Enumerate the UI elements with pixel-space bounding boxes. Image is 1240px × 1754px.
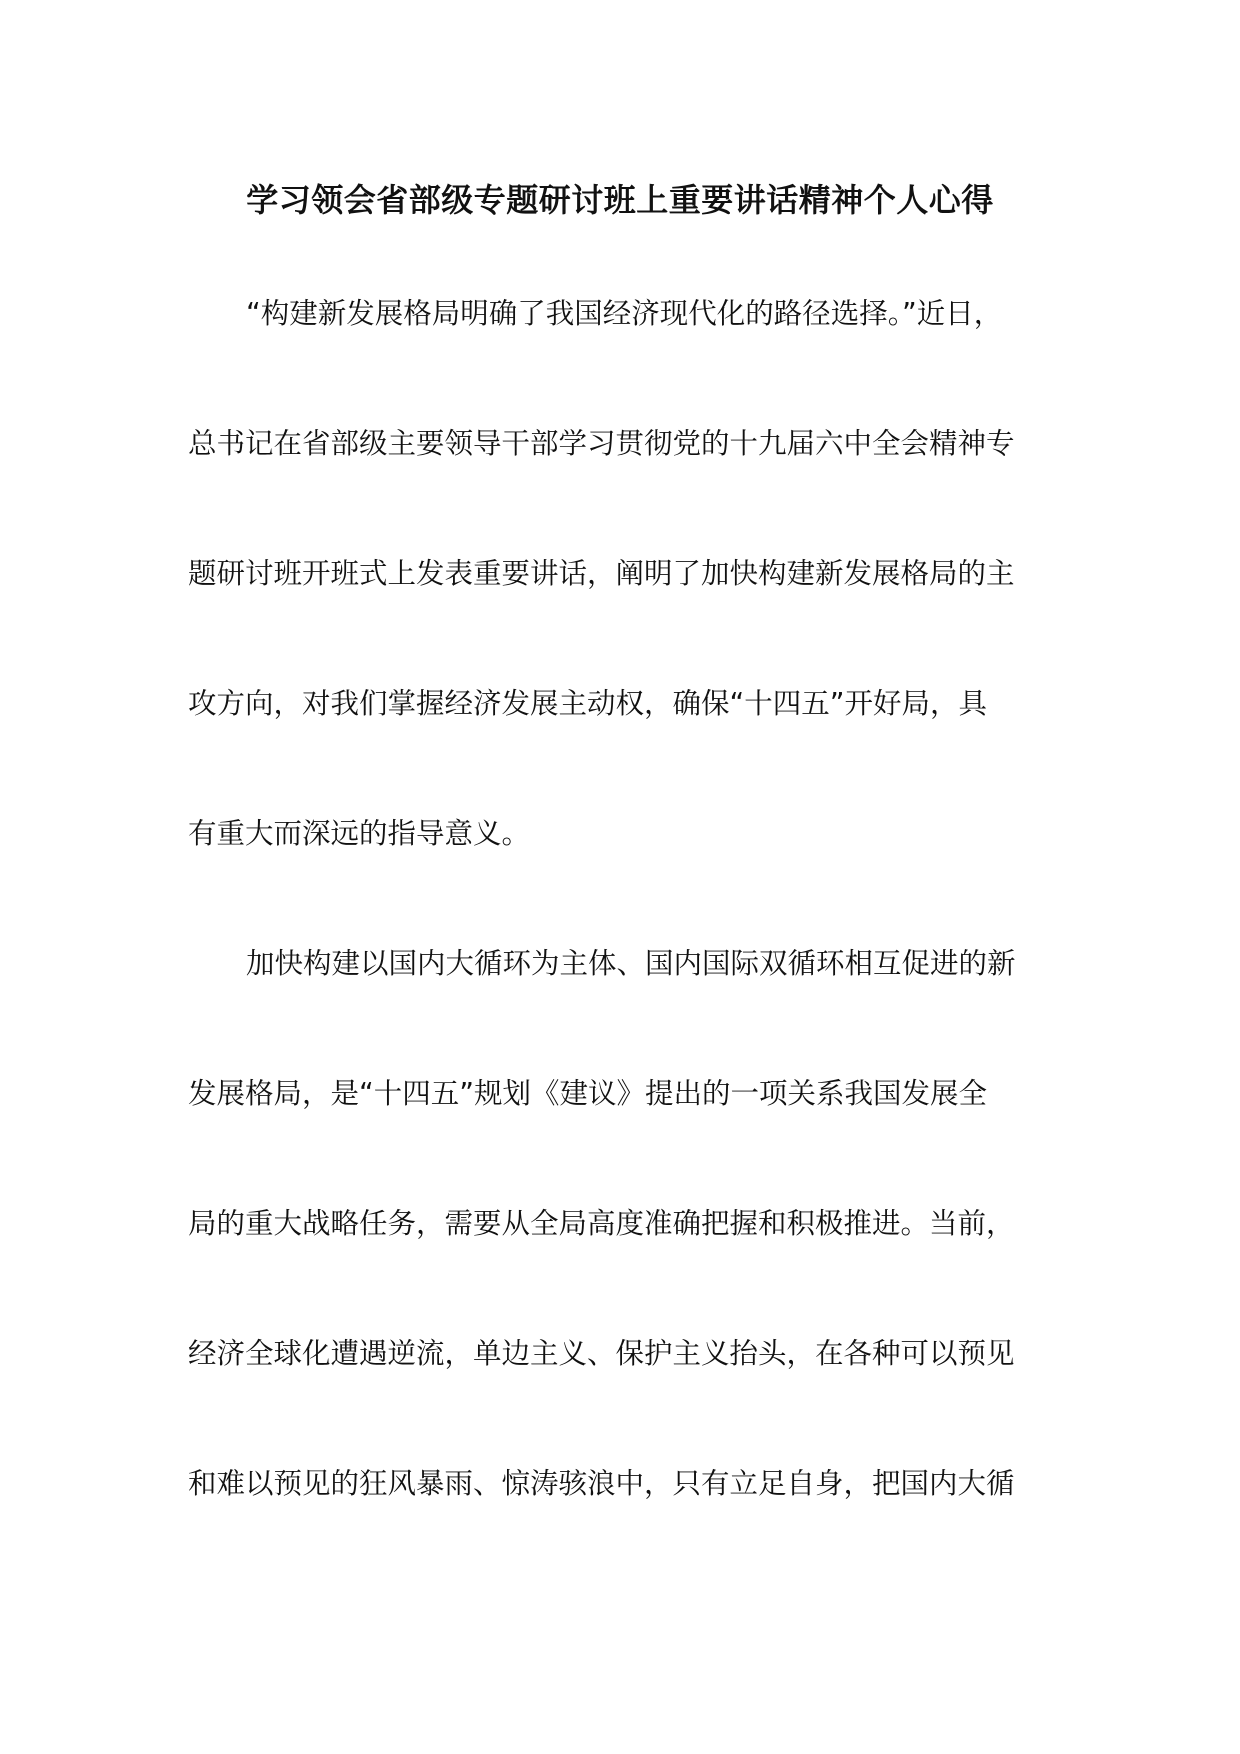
- document-title: 学习领会省部级专题研讨班上重要讲话精神个人心得: [246, 181, 994, 219]
- paragraph-1-line-4: 攻方向，对我们掌握经济发展主动权，确保“十四五”开好局，具: [188, 687, 988, 720]
- paragraph-1-line-1: “构建新发展格局明确了我国经济现代化的路径选择。”近日，: [246, 297, 1003, 330]
- paragraph-2-line-3: 局的重大战略任务，需要从全局高度准确把握和积极推进。当前，: [188, 1207, 1015, 1240]
- paragraph-2-line-1: 加快构建以国内大循环为主体、国内国际双循环相互促进的新: [246, 947, 1016, 980]
- paragraph-1-line-2: 总书记在省部级主要领导干部学习贯彻党的十九届六中全会精神专: [188, 427, 1015, 460]
- paragraph-1-line-5: 有重大而深远的指导意义。: [188, 817, 531, 850]
- paragraph-2-line-4: 经济全球化遭遇逆流，单边主义、保护主义抬头，在各种可以预见: [188, 1337, 1015, 1370]
- paragraph-2-line-2: 发展格局，是“十四五”规划《建议》提出的一项关系我国发展全: [188, 1077, 988, 1110]
- paragraph-2-line-5: 和难以预见的狂风暴雨、惊涛骇浪中，只有立足自身，把国内大循: [188, 1467, 1015, 1500]
- paragraph-1-line-3: 题研讨班开班式上发表重要讲话，阐明了加快构建新发展格局的主: [188, 557, 1015, 590]
